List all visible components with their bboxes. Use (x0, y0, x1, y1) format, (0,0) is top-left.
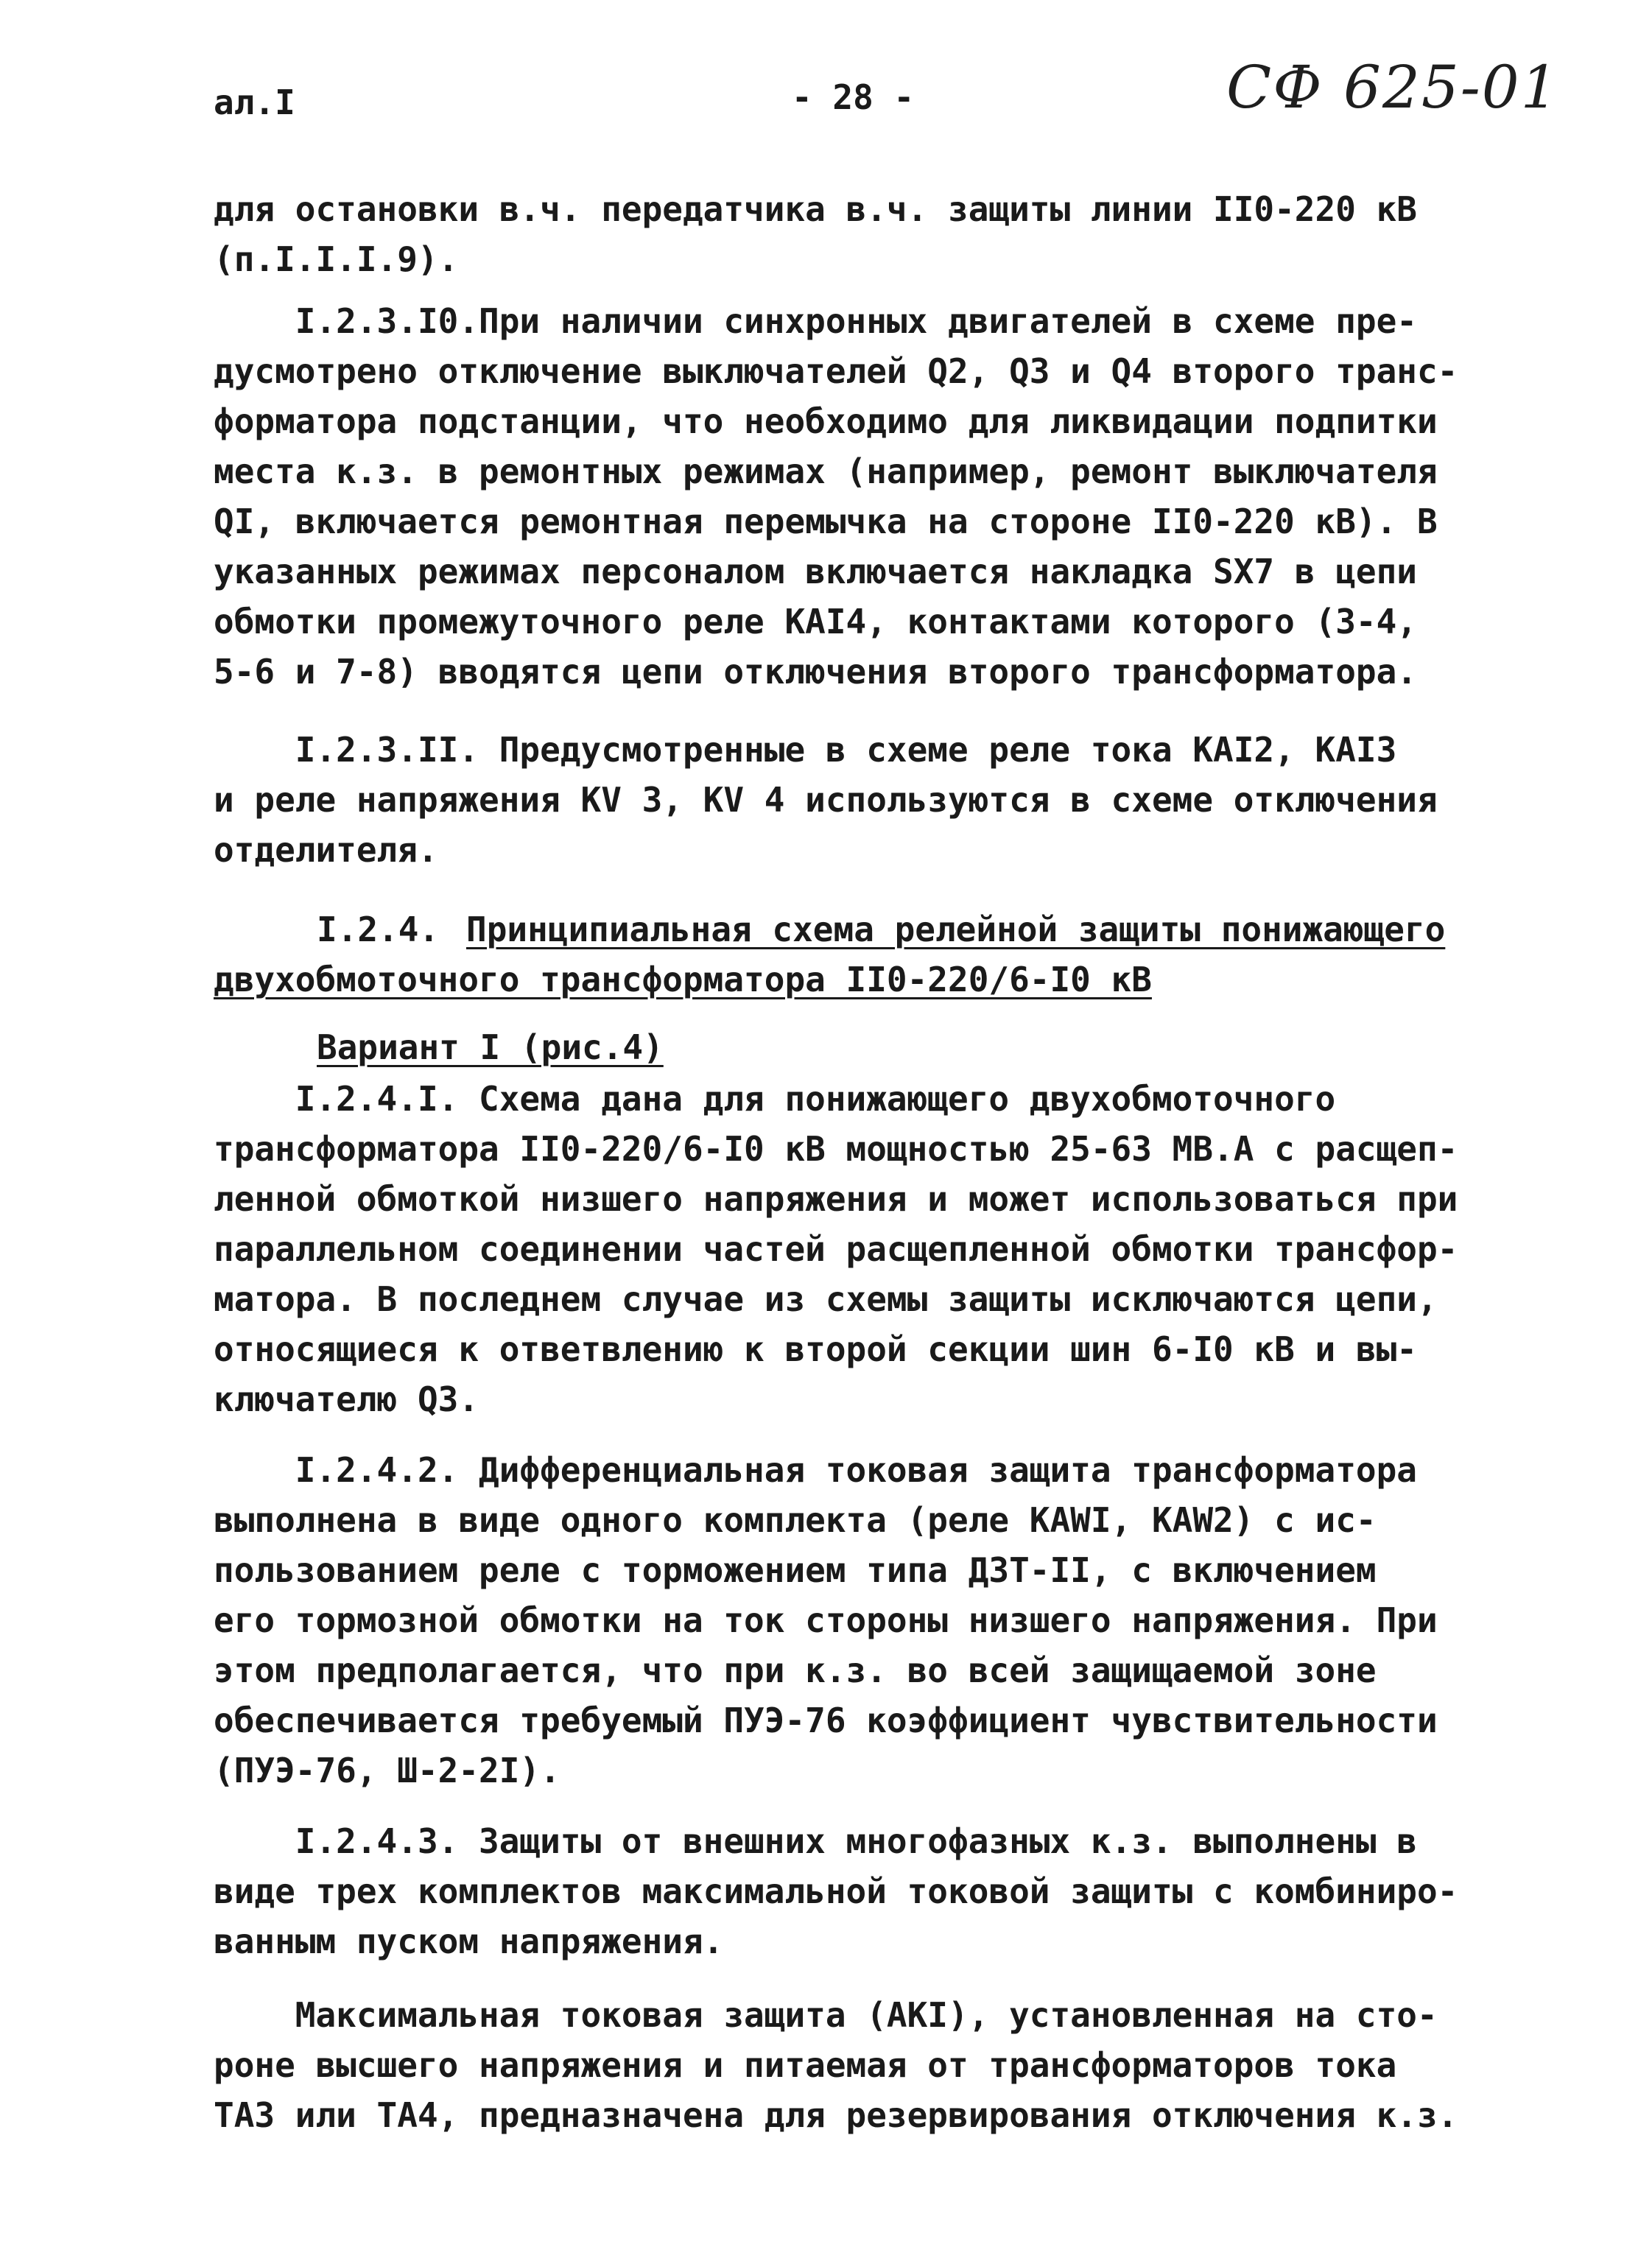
section-number: I.2.4. (317, 910, 460, 949)
text-line: Максимальная токовая защита (АКI), установленная на сто- (214, 1995, 1438, 2035)
text-line: ванным пуском напряжения. (214, 1921, 724, 1961)
text-line: QI, включается ремонтная перемычка на стороне II0-220 кВ). В (214, 502, 1438, 541)
text-line: дусмотрено отключение выключателей Q2, Q3 и Q4 второго транс- (214, 351, 1458, 391)
text-line: роне высшего напряжения и питаемая от трансформаторов тока (214, 2045, 1397, 2085)
page-number: - 28 - (792, 77, 915, 117)
text-line: форматора подстанции, что необходимо для ликвидации подпитки (214, 401, 1438, 441)
text-line: отделителя. (214, 830, 438, 870)
text-line: I.2.4.2. Дифференциальная токовая защита трансформатора (214, 1450, 1417, 1490)
text-line: выполнена в виде одного комплекта (реле KAWI, KAW2) с ис- (214, 1500, 1377, 1540)
text-line: (ПУЭ-76, Ш-2-2I). (214, 1751, 560, 1790)
text-line: параллельном соединении частей расщепленной обмотки трансфор- (214, 1229, 1458, 1269)
text-line: и реле напряжения KV 3, KV 4 используются в схеме отключения (214, 780, 1438, 820)
variant-heading: Вариант I (рис.4) (317, 1027, 664, 1067)
text-line: ленной обмоткой низшего напряжения и может использоваться при (214, 1179, 1458, 1219)
text-line: матора. В последнем случае из схемы защиты исключаются цепи, (214, 1279, 1438, 1319)
text-line: I.2.3.II. Предусмотренные в схеме реле тока КАI2, КАI3 (214, 730, 1397, 770)
text-line: указанных режимах персоналом включается накладка SX7 в цепи (214, 552, 1417, 591)
text-line: его тормозной обмотки на ток стороны низшего напряжения. При (214, 1600, 1438, 1640)
document-code: СФ 625-01 (1226, 53, 1560, 122)
text-line: этом предполагается, что при к.з. во всей защищаемой зоне (214, 1650, 1377, 1690)
text-line: трансформатора II0-220/6-I0 кВ мощностью 25-63 МВ.А с расщеп- (214, 1129, 1458, 1169)
text-line: I.2.3.I0.При наличии синхронных двигателей в схеме пре- (214, 301, 1417, 341)
text-line: (п.I.I.I.9). (214, 239, 459, 279)
text-line: обмотки промежуточного реле КАI4, контактами которого (3-4, (214, 602, 1417, 641)
section-title: двухобмоточного трансформатора II0-220/6-I0 кВ (214, 960, 1152, 999)
text-line: I.2.4.I. Схема дана для понижающего двухобмоточного (214, 1079, 1336, 1119)
text-line: места к.з. в ремонтных режимах (например, ремонт выключателя (214, 451, 1438, 491)
text-line: ТАЗ или ТА4, предназначена для резервирования отключения к.з. (214, 2095, 1458, 2135)
text-line: виде трех комплектов максимальной токовой защиты с комбиниро- (214, 1871, 1458, 1911)
text-line: обеспечивается требуемый ПУЭ-76 коэффициент чувствительности (214, 1701, 1438, 1740)
text-line: для остановки в.ч. передатчика в.ч. защиты линии II0-220 кВ (214, 189, 1417, 229)
text-line: 5-6 и 7-8) вводятся цепи отключения второго трансформатора. (214, 652, 1417, 692)
section-title: Принципиальная схема релейной защиты понижающего (466, 910, 1446, 949)
text-line: I.2.4.3. Защиты от внешних многофазных к.з. выполнены в (214, 1821, 1417, 1861)
text-line: ключателю Q3. (214, 1379, 479, 1419)
text-line: относящиеся к ответвлению к второй секции шин 6-I0 кВ и вы- (214, 1329, 1417, 1369)
text-line: пользованием реле с торможением типа ДЗТ-II, с включением (214, 1550, 1377, 1590)
sheet-label: ал.I (214, 82, 295, 122)
